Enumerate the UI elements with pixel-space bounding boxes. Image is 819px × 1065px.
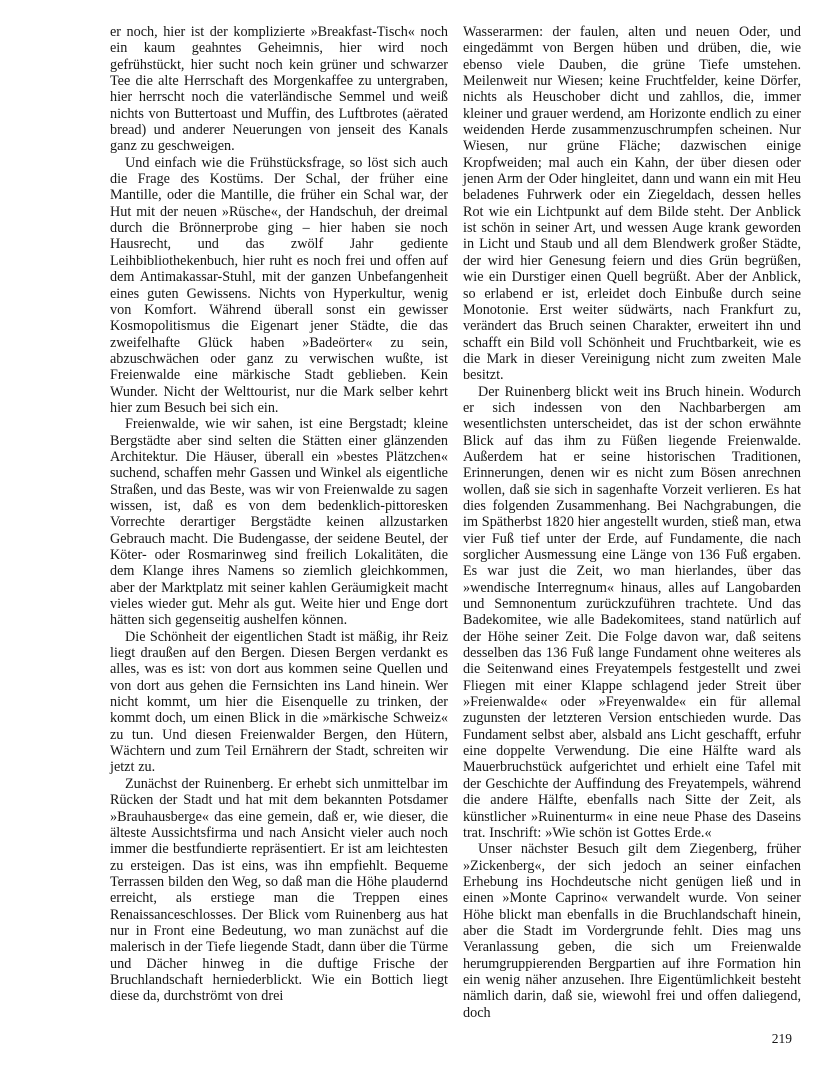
paragraph: er noch, hier ist der komplizierte »Breakfast-Tisch« noch ein kaum geahntes Geheimnis, hier wird noch gefrühstückt, hier sucht noch kein grüner und schwarzer Tee die alte Herrschaft des Morgenkaffee zu untergraben, hier herrscht noch die vaterländische Semmel und weiß nichts von Buttertoast und Muffin, des Luftbrotes (aërated bread) und anderer Neuerungen von jenseit des Kanals ganz zu geschweigen.	[110, 24, 448, 155]
page-number: 219	[771, 1031, 792, 1046]
paragraph: Die Schönheit der eigentlichen Stadt ist mäßig, ihr Reiz liegt draußen auf den Bergen. Diesen Bergen verdankt es alles, was es ist: von dort aus kommen seine Quellen und von dort aus gehen die Fernsichten ins Land hinein. Wer nicht kommt, um hier die Eisenquelle zu trinken, der kommt doch, um einen Blick in die »märkische Schweiz« zu tun. Und diesen Freienwalder Bergen, den Hütern, Wächtern und zum Teil Ernährern der Stadt, schreiten wir jetzt zu.	[110, 628, 448, 776]
text-columns	[110, 24, 801, 1021]
paragraph: Wasserarmen: der faulen, alten und neuen Oder, und eingedämmt von Bergen hüben und drüben, die, wie ebenso viele Dauben, die grüne Tiefe umstehen. Meilenweit nur Wiesen; keine Fruchtfelder, keine Dörfer, nichts als Heuschober dicht und zahllos, die, immer kleiner und grauer werdend, am Horizonte endlich zu einer weidenden Herde zusammenzuschrumpfen scheinen. Nur Wiesen, nur grüne Fläche; dazwischen einige Kropfweiden; mal auch ein Kahn, der über diesen oder jenen Arm der Oder hingleitet, dann und wann ein mit Heu beladenes Fuhrwerk oder ein Ziegeldach, dessen helles Rot wie ein Lichtpunkt auf dem Bilde steht. Der Anblick ist schön in seiner Art, und wessen Auge krank geworden in Licht und Staub und all dem Blendwerk großer Städte, der wird hier Genesung feiern und dies Grün begrüßen, wie ein Durstiger einen Quell begrüßt. Aber der Anblick, so erlabend er ist, erleidet doch Einbuße durch seine Monotonie. Erst weiter südwärts, nach Frankfurt zu, verändert das Bruch seinen Charakter, erweitert ihn und schafft ein Bild voll Schönheit und Fruchtbarkeit, wie es die Mark in dieser Vereinigung nicht zum zweiten Male besitzt.	[463, 24, 801, 384]
paragraph: Der Ruinenberg blickt weit ins Bruch hinein. Wodurch er sich indessen von den Nachbarbergen am wesentlichsten unterscheidet, das ist der schon erwähnte Blick auf das ihm zu Füßen liegende Freienwalde. Außerdem hat er seine historischen Traditionen, Erinnerungen, denen wir es nicht zum Bösen anrechnen wollen, daß sie sich in sagenhafte Vorzeit verlieren. Es hat dies folgenden Zusammenhang. Bei Nachgrabungen, die im Spätherbst 1820 hier angestellt wurden, stieß man, etwa vier Fuß tief unter der Erde, auf Fundamente, die nach sorglicher Ausmessung eine Länge von 136 Fuß ergaben. Es war just die Zeit, wo man hierlandes, über das »wendische Interregnum« hinaus, alles auf Langobarden und Semnonentum zurückzuführen trachtete. Und das Badekomitee, wie alle Badekomitees, stand natürlich auf der Höhe seiner Zeit. Die Folge davon war, daß seitens desselben das 136 Fuß lange Fundament ohne weiteres als die Seitenwand eines Freyatempels festgestellt und zwei Fliegen mit einer Klappe schlagend jeder Streit über »Freienwalde« oder »Freyenwalde« ein für allemal zugunsten der letzteren Version entschieden wurde. Das Fundament selbst aber, alsbald ans Licht geschafft, erfuhr eine doppelte Verwendung. Die eine Hälfte ward als Mauerbruchstück aufgerichtet und erhielt eine Tafel mit der Geschichte der Auffindung des Freyatempels, während die andere Hälfte, ebenfalls nach Sitte der Zeit, als künstlicher »Ruinenturm« in eine neue Phase des Daseins trat. Inschrift: »Wie schön ist Gottes Erde.«	[463, 383, 801, 841]
column-right	[463, 24, 801, 1021]
paragraph: Freienwalde, wie wir sahen, ist eine Bergstadt; kleine Bergstädte aber sind selten die Stätten einer glänzenden Architektur. Die Häuser, überall ein »bestes Plätzchen« suchend, schaffen mehr Gassen und Winkel als eigentliche Straßen, und das Beste, was wir von Freienwalde zu sagen wissen, ist, daß es von dem bedenklich-pittoresken Vorrechte derartiger Bergstädte keinen allzustarken Gebrauch macht. Die Budengasse, der seidene Beutel, der Köter- oder Rosmarinweg sind freilich Lokalitäten, die dem Klange ihres Namens so ziemlich gleichkommen, aber der Marktplatz mit seiner kahlen Geräumigkeit macht vieles wieder gut. Mehr als gut. Weite hier und Enge dort hätten sich gegenseitig aushelfen können.	[110, 416, 448, 629]
column-left	[110, 24, 448, 1021]
paragraph: Zunächst der Ruinenberg. Er erhebt sich unmittelbar im Rücken der Stadt und hat mit dem bekannten Potsdamer »Brauhausberge« das eine gemein, daß er, wie dieser, die älteste Aussichtsfirma und nach Ansicht vieler auch noch immer die bestfundierte repräsentiert. Er ist am leichtesten zu ersteigen. Das ist eins, was ihn empfiehlt. Bequeme Terrassen bilden den Weg, so daß man die Höhe plaudernd erreicht, als erstiege man die Treppen eines Renaissanceschlosses. Der Blick vom Ruinenberg aus hat nur in Front eine Bedeutung, wo man zunächst auf die malerisch in der Tiefe liegende Stadt, dann über die Türme und Dächer hinweg in die duftige Frische der Bruchlandschaft herniederblickt. Wie ein Bottich liegt diese da, durchströmt von drei	[110, 775, 448, 1005]
paragraph: Und einfach wie die Frühstücksfrage, so löst sich auch die Frage des Kostüms. Der Schal, der früher eine Mantille, oder die Mantille, die früher ein Schal war, der Hut mit der neuen »Rüsche«, der Handschuh, der dreimal durch die Brönnerprobe ging – hier haben sie noch Hausrecht, und das zwölf Jahr gediente Leihbibliothekenbuch, hier ruht es noch frei und offen auf dem Antimakassar-Stuhl, mit der ganzen Unbefangenheit eines guten Gewissens. Nichts von Hyperkultur, wenig von Komfort. Während überall sonst ein gewisser Kosmopolitismus die Eigenart jener Städte, die das zweifelhafte Glück haben »Badeörter« zu sein, abzuschwächen oder ganz zu verwischen wußte, ist Freienwalde eine märkische Stadt geblieben. Kein Wunder. Nicht der Welttourist, nur die Mark selber kehrt hier zum Besuch bei sich ein.	[110, 154, 448, 416]
paragraph: Unser nächster Besuch gilt dem Ziegenberg, früher »Zickenberg«, der sich jedoch an seiner einfachen Erhebung ins Hochdeutsche nicht genügen ließ und in einen »Monte Caprino« verwandelt wurde. Von seiner Höhe blickt man ebenfalls in die Bruchlandschaft hinein, aber die Stadt im Vordergrunde fehlt. Dies mag uns Veranlassung geben, die sich um Freienwalde herumgruppierenden Bergpartien auf ihre Formation hin ein wenig näher anzusehen. Ihre Eigentümlichkeit besteht nämlich darin, daß sie, wiewohl frei und offen daliegend, doch	[463, 841, 801, 1021]
